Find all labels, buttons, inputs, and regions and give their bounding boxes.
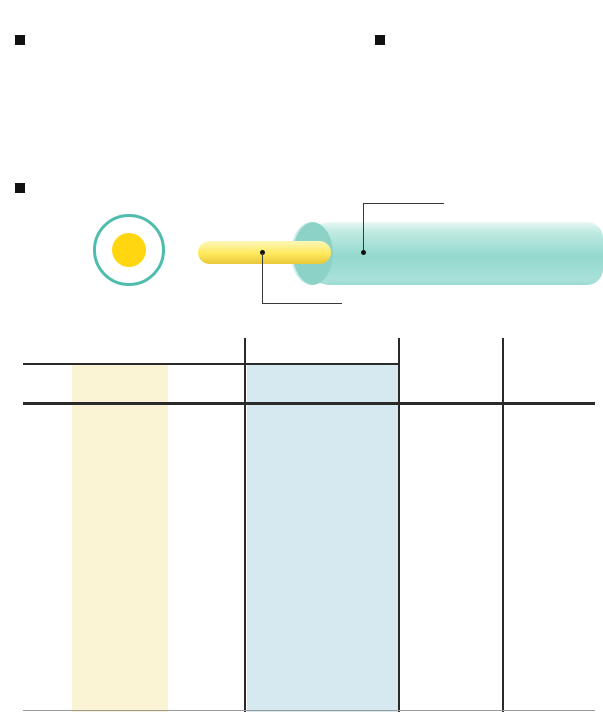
pvc-leader-line-vertical xyxy=(363,203,364,252)
square-bullet-icon xyxy=(375,35,385,45)
square-bullet-icon xyxy=(15,35,25,45)
cable-cross-section-diagram xyxy=(93,214,165,286)
product-description-heading xyxy=(15,35,34,47)
square-bullet-icon xyxy=(15,183,25,193)
group-header-conductor xyxy=(23,340,244,351)
group-header-insulation xyxy=(244,340,398,351)
table-divider-1 xyxy=(244,338,246,712)
group-header-underline xyxy=(23,363,400,365)
cable-construction-heading xyxy=(15,183,48,195)
pvc-leader-line-horizontal xyxy=(363,203,444,204)
header-bottom-rule xyxy=(23,402,595,405)
table-divider-2 xyxy=(398,338,400,712)
cable-insulation-body xyxy=(300,222,603,285)
insulation-column-band xyxy=(247,365,398,712)
pvc-leader-dot xyxy=(361,250,366,255)
product-description-cn-heading xyxy=(375,35,394,47)
spec-table xyxy=(23,338,595,712)
conductor-leader-line-horizontal xyxy=(262,303,342,304)
table-divider-3 xyxy=(502,338,504,712)
conductor-core-circle xyxy=(112,233,146,267)
conductor-leader-line-vertical xyxy=(262,253,263,303)
table-bottom-rule xyxy=(23,710,595,711)
construction-column-band xyxy=(72,365,168,712)
